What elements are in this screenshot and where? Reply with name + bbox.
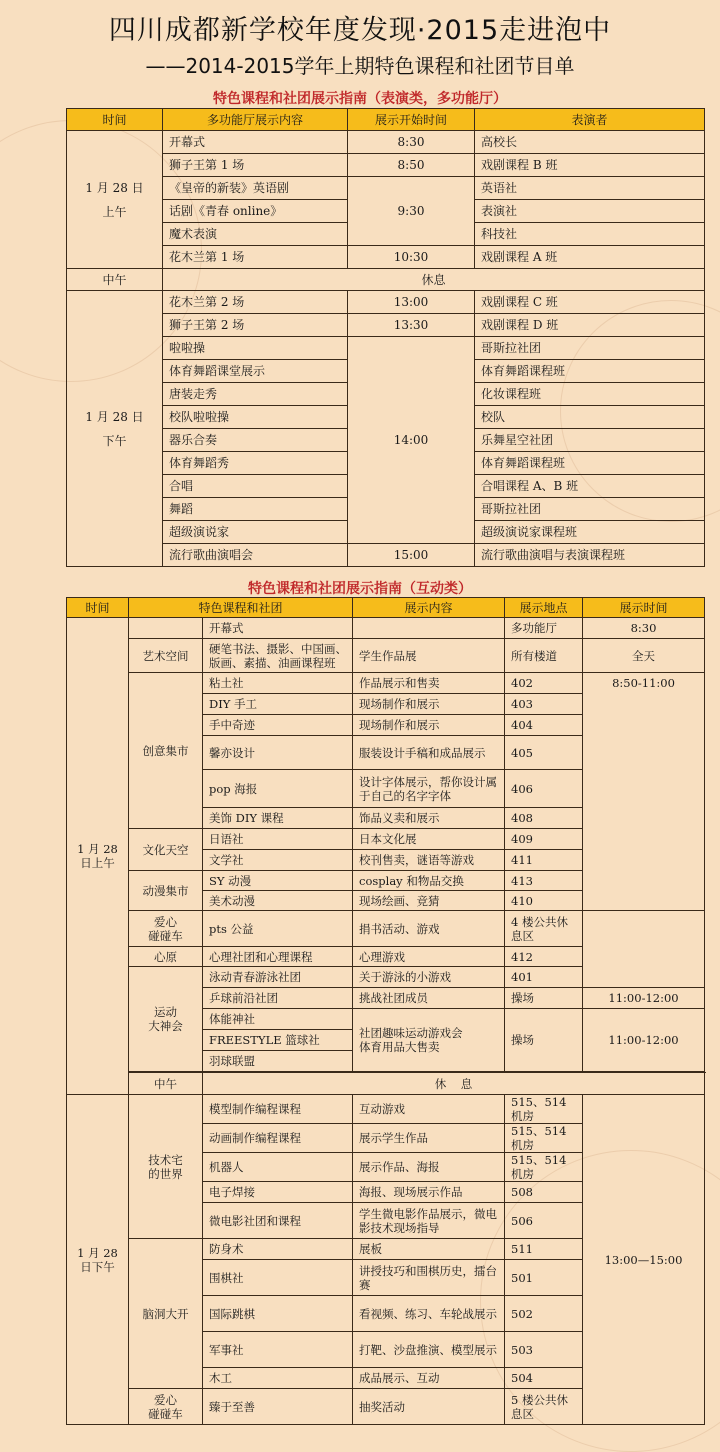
noon-row [67, 1073, 705, 1095]
noon-row [67, 269, 705, 291]
place: 503 [505, 1332, 583, 1368]
place: 操场 [505, 988, 583, 1009]
header-start-time: 展示开始时间 [348, 109, 475, 131]
content: 校刊售卖，谜语等游戏 [353, 850, 505, 871]
content: 展板 [353, 1239, 505, 1260]
place: 515、514 机房 [505, 1153, 583, 1182]
group-anime: 动漫集市 [129, 871, 203, 911]
table-row [67, 337, 705, 360]
content: 抽奖活动 [353, 1389, 505, 1425]
course-name: 日语社 [203, 829, 353, 850]
course-name: 防身术 [203, 1239, 353, 1260]
place: 所有楼道 [505, 639, 583, 673]
content: 现场制作和展示 [353, 694, 505, 715]
place: 406 [505, 770, 583, 808]
group-love: 爱心 碰碰车 [129, 911, 203, 947]
performer-name: 高校长 [475, 131, 705, 154]
table-row [67, 246, 705, 269]
course-name: 围棋社 [203, 1260, 353, 1296]
program-name: 校队啦啦操 [163, 406, 348, 429]
content: 捐书活动、游戏 [353, 911, 505, 947]
show-time: 全天 [583, 639, 705, 673]
course-name: 美饰 DIY 课程 [203, 808, 353, 829]
course-name: FREESTYLE 篮球社 [203, 1030, 353, 1051]
course-name: pts 公益 [203, 911, 353, 947]
program-name: 合唱 [163, 475, 348, 498]
table-header-row [67, 109, 705, 131]
group-sport: 运动 大神会 [129, 967, 203, 1072]
program-name: 器乐合奏 [163, 429, 348, 452]
performer-name: 戏剧课程 C 班 [475, 291, 705, 314]
content: 互动游戏 [353, 1095, 505, 1124]
course-name: 泳动青春游泳社团 [203, 967, 353, 988]
performer-name: 体育舞蹈课程班 [475, 452, 705, 475]
course-name: 手中奇迹 [203, 715, 353, 736]
table-row [67, 154, 705, 177]
morning-label [67, 131, 163, 269]
content: 打靶、沙盘推演、模型展示 [353, 1332, 505, 1368]
place: 操场 [505, 1009, 583, 1072]
group-love: 爱心 碰碰车 [129, 1389, 203, 1425]
program-name: 花木兰第 1 场 [163, 246, 348, 269]
performance-table [66, 108, 705, 567]
program-time: 13:00 [348, 291, 475, 314]
performer-name: 超级演说家课程班 [475, 521, 705, 544]
place: 409 [505, 829, 583, 850]
noon-label: 中午 [129, 1073, 203, 1095]
afternoon-label-text: 1 月 28 日下午 [77, 1245, 118, 1274]
group-tech: 技术宅 的世界 [129, 1095, 203, 1239]
performer-name: 合唱课程 A、B 班 [475, 475, 705, 498]
course-name: 动画制作编程课程 [203, 1124, 353, 1153]
performer-name: 表演社 [475, 200, 705, 223]
morning-label-text: 1 月 28 日 上午 [85, 180, 144, 219]
program-time: 8:30 [348, 131, 475, 154]
course-name: 乒球前沿社团 [203, 988, 353, 1009]
place: 413 [505, 871, 583, 891]
group-culture: 文化天空 [129, 829, 203, 871]
content: 现场绘画、竞猜 [353, 891, 505, 911]
course-name: pop 海报 [203, 770, 353, 808]
place: 4 楼公共休息区 [505, 911, 583, 947]
table-row [67, 639, 705, 673]
noon-rest: 休息 [163, 269, 705, 291]
table-row [67, 131, 705, 154]
program-time: 9:30 [348, 177, 475, 246]
header-performer: 表演者 [475, 109, 705, 131]
table-row [67, 314, 705, 337]
performer-name: 戏剧课程 D 班 [475, 314, 705, 337]
header-content: 多功能厅展示内容 [163, 109, 348, 131]
group-art: 艺术空间 [129, 639, 203, 673]
content: 看视频、练习、车轮战展示 [353, 1296, 505, 1332]
page-title: 四川成都新学校年度发现·2015走进泡中 [108, 15, 612, 46]
morning-label [67, 618, 129, 1095]
performer-name: 英语社 [475, 177, 705, 200]
program-name: 魔术表演 [163, 223, 348, 246]
empty-cell [129, 618, 203, 639]
course-name: 馨亦设计 [203, 736, 353, 770]
content: 作品展示和售卖 [353, 673, 505, 694]
program-name: 话剧《青春 online》 [163, 200, 348, 223]
course-name: 开幕式 [203, 618, 353, 639]
performer-name: 流行歌曲演唱与表演课程班 [475, 544, 705, 567]
empty-cell [583, 911, 705, 988]
place: 506 [505, 1203, 583, 1239]
content: 关于游泳的小游戏 [353, 967, 505, 988]
course-name: 文学社 [203, 850, 353, 871]
empty-cell [353, 618, 505, 639]
course-name: 美术动漫 [203, 891, 353, 911]
header-show-time: 展示时间 [583, 598, 705, 618]
place: 515、514 机房 [505, 1124, 583, 1153]
content: 展示学生作品 [353, 1124, 505, 1153]
program-name: 超级演说家 [163, 521, 348, 544]
program-name: 啦啦操 [163, 337, 348, 360]
show-time: 8:30 [583, 618, 705, 639]
noon-label: 中午 [67, 269, 163, 291]
program-name: 舞蹈 [163, 498, 348, 521]
section-title-interactive: 特色课程和社团展示指南（互动类） [248, 581, 472, 597]
course-name: 国际跳棋 [203, 1296, 353, 1332]
place: 508 [505, 1182, 583, 1203]
program-name: 流行歌曲演唱会 [163, 544, 348, 567]
program-time: 14:00 [348, 337, 475, 544]
show-time: 11:00-12:00 [583, 988, 705, 1009]
place: 404 [505, 715, 583, 736]
show-time: 13:00—15:00 [583, 1095, 705, 1425]
content: 心理游戏 [353, 947, 505, 967]
course-name: DIY 手工 [203, 694, 353, 715]
place: 410 [505, 891, 583, 911]
content: 讲授技巧和围棋历史，擂台赛 [353, 1260, 505, 1296]
table-row [67, 911, 705, 947]
header-time: 时间 [67, 598, 129, 618]
show-time: 8:50-11:00 [583, 673, 705, 911]
table-row [67, 618, 705, 639]
performer-name: 体育舞蹈课程班 [475, 360, 705, 383]
program-name: 狮子王第 1 场 [163, 154, 348, 177]
course-name: SY 动漫 [203, 871, 353, 891]
section-title-performance: 特色课程和社团展示指南（表演类，多功能厅） [213, 91, 507, 107]
table-row [67, 673, 705, 694]
performer-name: 戏剧课程 B 班 [475, 154, 705, 177]
program-time: 13:30 [348, 314, 475, 337]
course-name: 军事社 [203, 1332, 353, 1368]
place: 411 [505, 850, 583, 871]
performer-name: 乐舞星空社团 [475, 429, 705, 452]
course-name: 臻于至善 [203, 1389, 353, 1425]
course-name: 体能神社 [203, 1009, 353, 1030]
course-name: 微电影社团和课程 [203, 1203, 353, 1239]
course-name: 机器人 [203, 1153, 353, 1182]
place: 504 [505, 1368, 583, 1389]
performer-name: 校队 [475, 406, 705, 429]
course-name: 模型制作编程课程 [203, 1095, 353, 1124]
table-row [67, 544, 705, 567]
afternoon-label-text: 1 月 28 日 下午 [85, 409, 144, 448]
show-time: 11:00-12:00 [583, 1009, 705, 1072]
course-name: 电子焊接 [203, 1182, 353, 1203]
place: 402 [505, 673, 583, 694]
place: 412 [505, 947, 583, 967]
content: 日本文化展 [353, 829, 505, 850]
program-name: 体育舞蹈秀 [163, 452, 348, 475]
afternoon-label [67, 291, 163, 567]
course-name: 硬笔书法、摄影、中国画、版画、素描、油画课程班 [203, 639, 353, 673]
program-name: 花木兰第 2 场 [163, 291, 348, 314]
table-header-row [67, 598, 705, 618]
content: 展示作品、海报 [353, 1153, 505, 1182]
table-row [67, 1095, 705, 1124]
interactive-table [66, 597, 705, 1425]
page-subtitle: ——2014-2015学年上期特色课程和社团节目单 [145, 54, 575, 78]
content: 学生作品展 [353, 639, 505, 673]
header-place: 展示地点 [505, 598, 583, 618]
content: 挑战社团成员 [353, 988, 505, 1009]
table-row [67, 291, 705, 314]
place: 5 楼公共休息区 [505, 1389, 583, 1425]
course-name: 木工 [203, 1368, 353, 1389]
performer-name: 科技社 [475, 223, 705, 246]
course-name: 粘土社 [203, 673, 353, 694]
program-time: 15:00 [348, 544, 475, 567]
place: 401 [505, 967, 583, 988]
place: 403 [505, 694, 583, 715]
group-heart: 心原 [129, 947, 203, 967]
place: 502 [505, 1296, 583, 1332]
place: 511 [505, 1239, 583, 1260]
header-content: 展示内容 [353, 598, 505, 618]
noon-rest: 休 息 [203, 1073, 705, 1095]
place: 408 [505, 808, 583, 829]
content: 饰品义卖和展示 [353, 808, 505, 829]
course-name: 羽球联盟 [203, 1051, 353, 1072]
course-name: 心理社团和心理课程 [203, 947, 353, 967]
program-name: 《皇帝的新装》英语剧 [163, 177, 348, 200]
content: 成品展示、互动 [353, 1368, 505, 1389]
content: 学生微电影作品展示，微电影技术现场指导 [353, 1203, 505, 1239]
content: cosplay 和物品交换 [353, 871, 505, 891]
header-course: 特色课程和社团 [129, 598, 353, 618]
program-name: 狮子王第 2 场 [163, 314, 348, 337]
program-time: 8:50 [348, 154, 475, 177]
performer-name: 戏剧课程 A 班 [475, 246, 705, 269]
program-name: 唐装走秀 [163, 383, 348, 406]
performer-name: 哥斯拉社团 [475, 337, 705, 360]
group-creative: 创意集市 [129, 673, 203, 829]
group-brain: 脑洞大开 [129, 1239, 203, 1389]
place: 515、514 机房 [505, 1095, 583, 1124]
program-name: 体育舞蹈课堂展示 [163, 360, 348, 383]
place: 多功能厅 [505, 618, 583, 639]
header-time: 时间 [67, 109, 163, 131]
content: 服装设计手稿和成品展示 [353, 736, 505, 770]
program-name: 开幕式 [163, 131, 348, 154]
table-row [67, 177, 705, 200]
content: 现场制作和展示 [353, 715, 505, 736]
performer-name: 哥斯拉社团 [475, 498, 705, 521]
content: 设计字体展示，帮你设计属于自己的名字字体 [353, 770, 505, 808]
performer-name: 化妆课程班 [475, 383, 705, 406]
place: 405 [505, 736, 583, 770]
content: 社团趣味运动游戏会 体育用品大售卖 [353, 1009, 505, 1072]
content: 海报、现场展示作品 [353, 1182, 505, 1203]
program-time: 10:30 [348, 246, 475, 269]
place: 501 [505, 1260, 583, 1296]
afternoon-label [67, 1095, 129, 1425]
morning-label-text: 1 月 28 日上午 [77, 842, 118, 870]
